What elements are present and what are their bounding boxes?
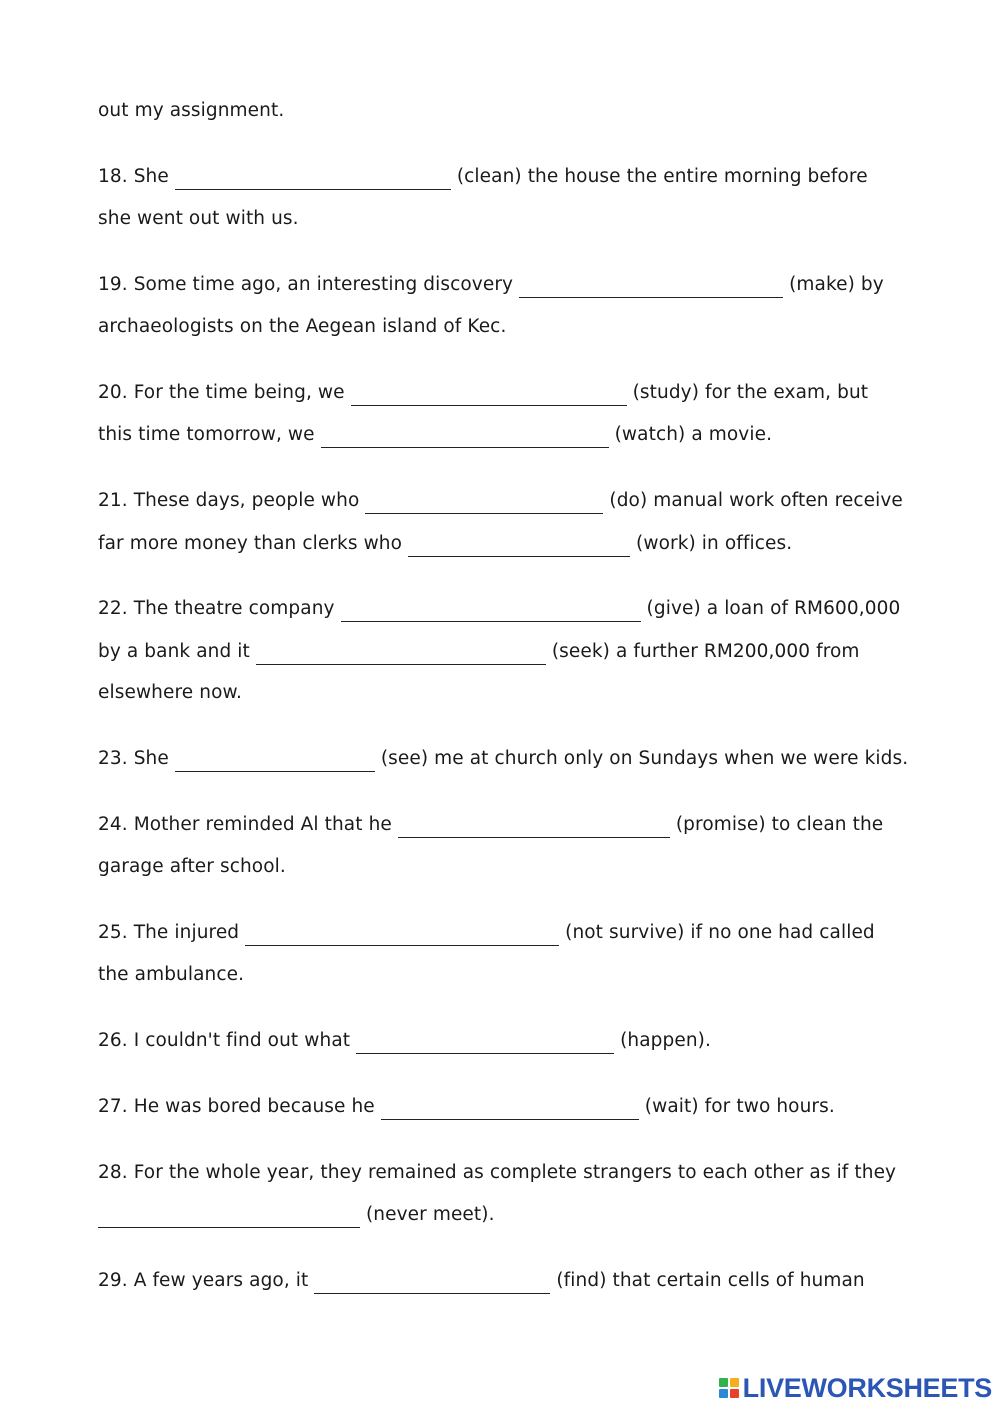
question-26 — [98, 1029, 711, 1054]
question-text: (see) me at church only on Sundays when we were kids. — [380, 748, 909, 769]
logo-squares-icon — [719, 1378, 739, 1398]
answer-blank-27[interactable] — [381, 1099, 639, 1120]
question-text: (make) by — [789, 274, 884, 295]
question-text: 19. Some time ago, an interesting discovery — [98, 274, 514, 295]
text-line — [98, 207, 299, 231]
answer-blank-18[interactable] — [175, 169, 451, 190]
question-text: far more money than clerks who — [98, 533, 403, 554]
question-24 — [98, 813, 883, 838]
line-text: out my assignment. — [98, 100, 285, 121]
question-text: 22. The theatre company — [98, 598, 335, 619]
question-22-cont — [98, 640, 860, 665]
question-text: 29. A few years ago, it — [98, 1270, 309, 1291]
question-text: 25. The injured — [98, 922, 240, 943]
question-18 — [98, 165, 868, 190]
question-text: by a bank and it — [98, 641, 250, 662]
question-23 — [98, 747, 908, 772]
line-text: she went out with us. — [98, 208, 299, 229]
question-text: (seek) a further RM200,000 from — [551, 641, 860, 662]
text-line — [98, 315, 506, 339]
answer-blank-29[interactable] — [314, 1273, 550, 1294]
answer-blank-24[interactable] — [398, 817, 670, 838]
question-text: 27. He was bored because he — [98, 1096, 375, 1117]
question-19 — [98, 273, 884, 298]
question-21 — [98, 489, 903, 514]
question-20 — [98, 381, 868, 406]
answer-blank-22a[interactable] — [341, 601, 641, 622]
question-text: (happen). — [620, 1030, 711, 1051]
answer-blank-28[interactable] — [98, 1207, 360, 1228]
line-text: elsewhere now. — [98, 682, 242, 703]
question-text: 24. Mother reminded Al that he — [98, 814, 392, 835]
text-line — [98, 99, 284, 123]
answer-blank-20a[interactable] — [351, 385, 627, 406]
answer-blank-25[interactable] — [245, 925, 559, 946]
answer-blank-20b[interactable] — [321, 427, 609, 448]
question-text: 18. She — [98, 166, 169, 187]
text-line — [98, 855, 286, 879]
question-text: (watch) a movie. — [614, 424, 773, 445]
question-29 — [98, 1269, 865, 1294]
answer-blank-19[interactable] — [519, 277, 783, 298]
liveworksheets-logo[interactable] — [719, 1373, 992, 1403]
question-21-cont — [98, 532, 792, 557]
question-text: (work) in offices. — [636, 533, 793, 554]
question-text: 23. She — [98, 748, 169, 769]
question-text: (give) a loan of RM600,000 — [646, 598, 901, 619]
question-text: 20. For the time being, we — [98, 382, 345, 403]
answer-blank-22b[interactable] — [256, 644, 546, 665]
line-text: garage after school. — [98, 856, 286, 877]
logo-square — [719, 1389, 728, 1398]
question-text: 26. I couldn't find out what — [98, 1030, 351, 1051]
answer-blank-23[interactable] — [175, 751, 375, 772]
logo-text: LIVEWORKSHEETS — [742, 1372, 992, 1403]
question-text: (find) that certain cells of human — [556, 1270, 865, 1291]
question-text: 21. These days, people who — [98, 490, 360, 511]
question-text: (not survive) if no one had called — [565, 922, 875, 943]
text-line — [98, 963, 244, 987]
question-text: (do) manual work often receive — [609, 490, 903, 511]
question-text: 28. For the whole year, they remained as complete strangers to each other as if they — [98, 1162, 897, 1183]
logo-square — [730, 1389, 739, 1398]
question-28 — [98, 1161, 896, 1185]
text-line — [98, 681, 242, 705]
question-text: (study) for the exam, but — [632, 382, 869, 403]
line-text: archaeologists on the Aegean island of Kec. — [98, 316, 507, 337]
question-22 — [98, 597, 900, 622]
logo-square — [719, 1378, 728, 1387]
question-20-cont — [98, 423, 772, 448]
answer-blank-26[interactable] — [356, 1033, 614, 1054]
question-text: (clean) the house the entire morning before — [456, 166, 868, 187]
answer-blank-21a[interactable] — [365, 493, 603, 514]
question-text: (never meet). — [365, 1204, 495, 1225]
logo-square — [730, 1378, 739, 1387]
question-text: this time tomorrow, we — [98, 424, 315, 445]
question-25 — [98, 921, 875, 946]
question-27 — [98, 1095, 835, 1120]
question-28-cont — [98, 1203, 495, 1228]
answer-blank-21b[interactable] — [408, 536, 630, 557]
line-text: the ambulance. — [98, 964, 245, 985]
question-text: (promise) to clean the — [675, 814, 884, 835]
question-text: (wait) for two hours. — [644, 1096, 835, 1117]
